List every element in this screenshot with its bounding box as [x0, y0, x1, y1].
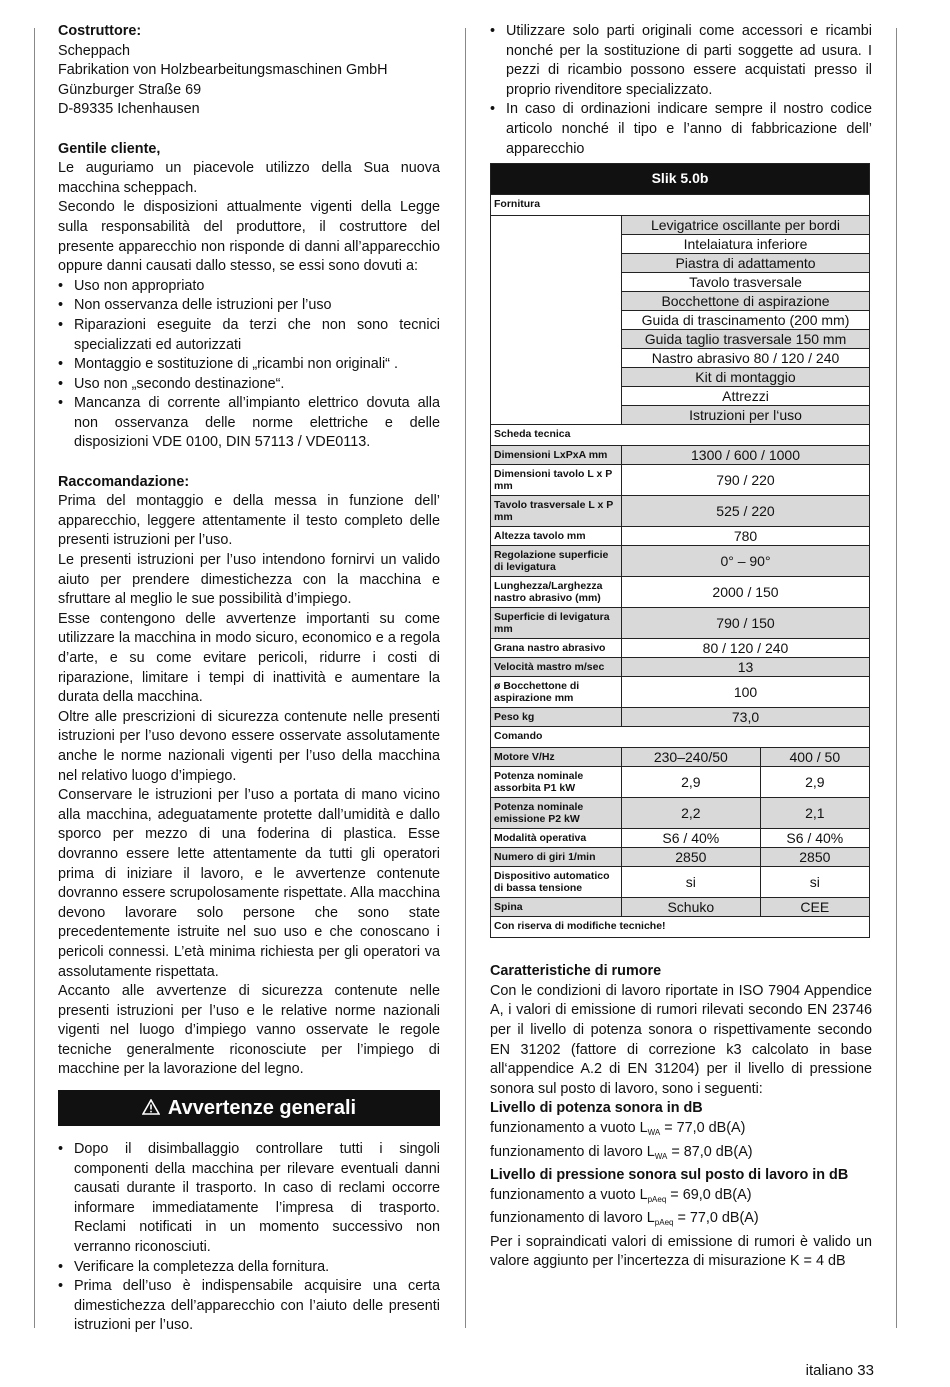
spec-table — [490, 163, 870, 938]
right-column — [490, 22, 872, 1272]
list-item: • Montaggio e sostituzione di „ricambi non originali“ . — [58, 355, 440, 375]
spec-value: 790 / 150 — [622, 608, 870, 639]
spec-label: Dispositivo automatico di bassa tensione — [491, 867, 622, 898]
spec-label: Peso kg — [491, 708, 622, 727]
list-item: • Prima dell’uso è indispensabile acquisire una certa dimestichezza dell’apparecchio con l’aiuto delle presenti istruzioni per l’uso. — [58, 1277, 440, 1336]
spec-value: CEE — [760, 898, 869, 917]
list-item: • In caso di ordinazioni indicare sempre il nostro codice articolo nonché il tipo e l’anno di fabbricazione dell’ apparecchio — [490, 100, 872, 159]
spec-value: 2850 — [622, 848, 761, 867]
spec-label: Regolazione superficie di levigatura — [491, 546, 622, 577]
spec-label: Potenza nominale assorbita P1 kW — [491, 767, 622, 798]
spec-value: 2,2 — [622, 798, 761, 829]
spec-label: Lunghezza/Larghezza nastro abrasivo (mm) — [491, 577, 622, 608]
parts-list — [490, 22, 872, 159]
pressione-line: funzionamento di lavoro $L_{pAeq} = 77,0$ dB(A) — [490, 1210, 759, 1228]
center-rule — [465, 28, 466, 1328]
potenza-line: funzionamento a vuoto $L_{WA} = 77,0$ dB(A) — [490, 1119, 746, 1137]
potenza-line: funzionamento di lavoro $L_{WA} = 87,0$ dB(A) — [490, 1143, 753, 1161]
address-line: D-89335 Ichenhausen — [58, 101, 200, 118]
table-title: Slik 5.0b — [491, 164, 870, 195]
fornitura-item: Istruzioni per l‘uso — [622, 406, 870, 425]
raccomandazione-paragraph: Esse contengono delle avvertenze importanti su come utilizzare la macchina in modo sicuro, economico e a regola d’arte, e su come evitare pericoli, ridurre i costi di riparazione, limitare i tempi di inattività e aumentare la durata della macchina. — [58, 610, 440, 706]
fornitura-item: Guida di trascinamento (200 mm) — [622, 311, 870, 330]
list-item: • Uso non appropriato — [58, 277, 440, 297]
spec-label: Numero di giri 1/min — [491, 848, 622, 867]
fornitura-item: Nastro abrasivo 80 / 120 / 240 — [622, 349, 870, 368]
spec-value: 400 / 50 — [760, 748, 869, 767]
spec-label: Altezza tavolo mm — [491, 527, 622, 546]
fornitura-item: Attrezzi — [622, 387, 870, 406]
comando-label: Comando — [491, 727, 870, 748]
list-item: • Mancanza di corrente all’impianto elettrico dovuta alla non osservanza delle norme elettriche e delle disposizioni VDE 0100, DIN 57113 / VDE0113. — [58, 394, 440, 453]
liability-list — [58, 277, 440, 453]
rumore-paragraph: Con le condizioni di lavoro riportate in ISO 7904 Appendice A, i valori di emissione di rumori rilevati secondo EN 23746 per il livello di potenza sonora o rispettivamente secondo EN 31202 (fattore di correzione k3 calcolato in base all‘appendice A.2 di EN 31204) per il livello di pressione sonora sul posto di lavoro, sono i seguenti: — [490, 982, 872, 1097]
costruttore-address — [58, 42, 440, 120]
spec-value: 2,9 — [760, 767, 869, 798]
warning-list — [58, 1140, 440, 1336]
warning-triangle-icon — [142, 1090, 160, 1126]
pressione-line: funzionamento a vuoto $L_{pAeq} = 69,0$ dB(A) — [490, 1186, 752, 1204]
pressione-heading: Livello di pressione sonora sul posto di lavoro in dB — [490, 1167, 849, 1184]
list-item: • Non osservanza delle istruzioni per l’uso — [58, 296, 440, 316]
warning-banner — [58, 1090, 440, 1126]
raccomandazione-paragraph: Oltre alle prescrizioni di sicurezza contenute nelle presenti istruzioni per l’uso devono essere osservate assolutamente anche le norme nazionali vigenti per l’uso della macchina nel relativo luogo d’impiego. — [58, 708, 440, 784]
spec-value: 13 — [622, 658, 870, 677]
spec-value: S6 / 40% — [622, 829, 761, 848]
spec-value: 2,1 — [760, 798, 869, 829]
spec-value: 80 / 120 / 240 — [622, 639, 870, 658]
spec-value: 2,9 — [622, 767, 761, 798]
spec-value: 2000 / 150 — [622, 577, 870, 608]
address-line: Scheppach — [58, 42, 131, 59]
spec-label: Velocità mastro m/sec — [491, 658, 622, 677]
spec-value: 790 / 220 — [622, 465, 870, 496]
spec-value: 100 — [622, 677, 870, 708]
fornitura-item: Intelaiatura inferiore — [622, 235, 870, 254]
gentile-paragraph: Secondo le disposizioni attualmente vigenti della Legge sulla responsabilità del produttore, il costruttore del presente apparecchio non risponde di danni all’apparecchio oppure danni causati dallo stesso, se essi sono dovuti a: — [58, 199, 440, 275]
spec-label: Spina — [491, 898, 622, 917]
spec-value: si — [622, 867, 761, 898]
warning-title: Avvertenze generali — [167, 1097, 357, 1120]
page-footer: italiano 33 — [805, 1362, 874, 1379]
fornitura-item: Piastra di adattamento — [622, 254, 870, 273]
spec-label: Motore V/Hz — [491, 748, 622, 767]
fornitura-blank — [491, 216, 622, 425]
fornitura-item: Bocchettone di aspirazione — [622, 292, 870, 311]
spec-label: Potenza nominale emissione P2 kW — [491, 798, 622, 829]
spec-label: Dimensioni LxPxA mm — [491, 446, 622, 465]
fornitura-item: Kit di montaggio — [622, 368, 870, 387]
spec-label: ø Bocchettone di aspirazione mm — [491, 677, 622, 708]
raccomandazione-paragraph: Accanto alle avvertenze di sicurezza contenute nelle presenti istruzioni per l’uso e le relative norme nazionali vigenti nel luogo d’impiego vanno osservate le regole tecniche generalmente riconosciute per l’impiego di macchine per la lavorazione del legno. — [58, 983, 440, 1078]
spec-label: Grana nastro abrasivo — [491, 639, 622, 658]
table-footnote: Con riserva di modifiche tecniche! — [491, 917, 870, 938]
list-item: • Verificare la completezza della fornitura. — [58, 1258, 440, 1278]
list-item: • Riparazioni eseguite da terzi che non sono tecnici specializzati ed autorizzati — [58, 316, 440, 355]
right-margin-rule — [896, 28, 897, 1328]
spec-value: 0° – 90° — [622, 546, 870, 577]
fornitura-item: Tavolo trasversale — [622, 273, 870, 292]
list-item: • Uso non „secondo destinazione“. — [58, 375, 440, 395]
potenza-heading: Livello di potenza sonora in dB — [490, 1100, 703, 1117]
gentile-heading: Gentile cliente, — [58, 140, 161, 157]
fornitura-item: Guida taglio trasversale 150 mm — [622, 330, 870, 349]
spec-value: 525 / 220 — [622, 496, 870, 527]
left-margin-rule — [34, 28, 35, 1328]
list-item: • Utilizzare solo parti originali come accessori e ricambi nonché per la sostituzione di parti soggette ad usura. I pezzi di ricambio possono essere acquistati presso il proprio rivenditore specializzato. — [490, 22, 872, 100]
list-item: • Dopo il disimballaggio controllare tutti i singoli componenti della macchina per rilevare eventuali danni causati durante il trasporto. In caso di reclami occorre informare immediatamente l’impresa di trasporto. Reclami notificati in un momento successivo non verranno riconosciuti. — [58, 1140, 440, 1258]
spec-value: S6 / 40% — [760, 829, 869, 848]
left-column — [58, 22, 440, 1336]
fornitura-item: Levigatrice oscillante per bordi — [622, 216, 870, 235]
spec-value: 73,0 — [622, 708, 870, 727]
spec-value: 2850 — [760, 848, 869, 867]
address-line: Günzburger Straße 69 — [58, 81, 202, 98]
incertezza-paragraph: Per i sopraindicati valori di emissione di rumori è valido un valore aggiunto per l’incertezza di misurazione K = 4 dB — [490, 1233, 872, 1270]
raccomandazione-paragraph: Le presenti istruzioni per l’uso intendono fornirvi un valido aiuto per prendere dimestichezza con la macchina e sfruttare al meglio le sue possibilità d’impiego. — [58, 552, 440, 608]
spec-label: Dimensioni tavolo L x P mm — [491, 465, 622, 496]
spec-value: 780 — [622, 527, 870, 546]
spec-value: si — [760, 867, 869, 898]
address-line: Fabrikation von Holzbearbeitungsmaschinen GmbH — [58, 62, 388, 79]
fornitura-label: Fornitura — [491, 195, 870, 216]
raccomandazione-heading: Raccomandazione: — [58, 473, 190, 490]
rumore-heading: Caratteristiche di rumore — [490, 963, 662, 980]
costruttore-heading: Costruttore: — [58, 23, 142, 39]
gentile-paragraph: Le auguriamo un piacevole utilizzo della Sua nuova macchina scheppach. — [58, 160, 440, 196]
spec-label: Modalità operativa — [491, 829, 622, 848]
spec-value: 230–240/50 — [622, 748, 761, 767]
spec-label: Tavolo trasversale L x P mm — [491, 496, 622, 527]
spec-value: 1300 / 600 / 1000 — [622, 446, 870, 465]
spec-value: Schuko — [622, 898, 761, 917]
spec-label: Superficie di levigatura mm — [491, 608, 622, 639]
raccomandazione-paragraph: Prima del montaggio e della messa in funzione dell’ apparecchio, leggere attentamente il testo completo delle presenti istruzioni per l’uso. — [58, 493, 440, 549]
scheda-label: Scheda tecnica — [491, 425, 870, 446]
raccomandazione-paragraph: Conservare le istruzioni per l’uso a portata di mano vicino alla macchina, adeguatamente protette dall’umidità e dallo sporco per mezzo di una foderina di plastica. Esse dovranno essere lette attentamente da tutti gli operatori prima di iniziare il lavoro, e le avvertenze contenute dovranno essere scrupolosamente rispettate. Alla macchina devono lavorare solo persone che sono state precedentemente istruite nel suo uso e che conoscano i pericoli connessi. L’età minima richiesta per gli operatori va assolutamente rispettata. — [58, 787, 440, 980]
